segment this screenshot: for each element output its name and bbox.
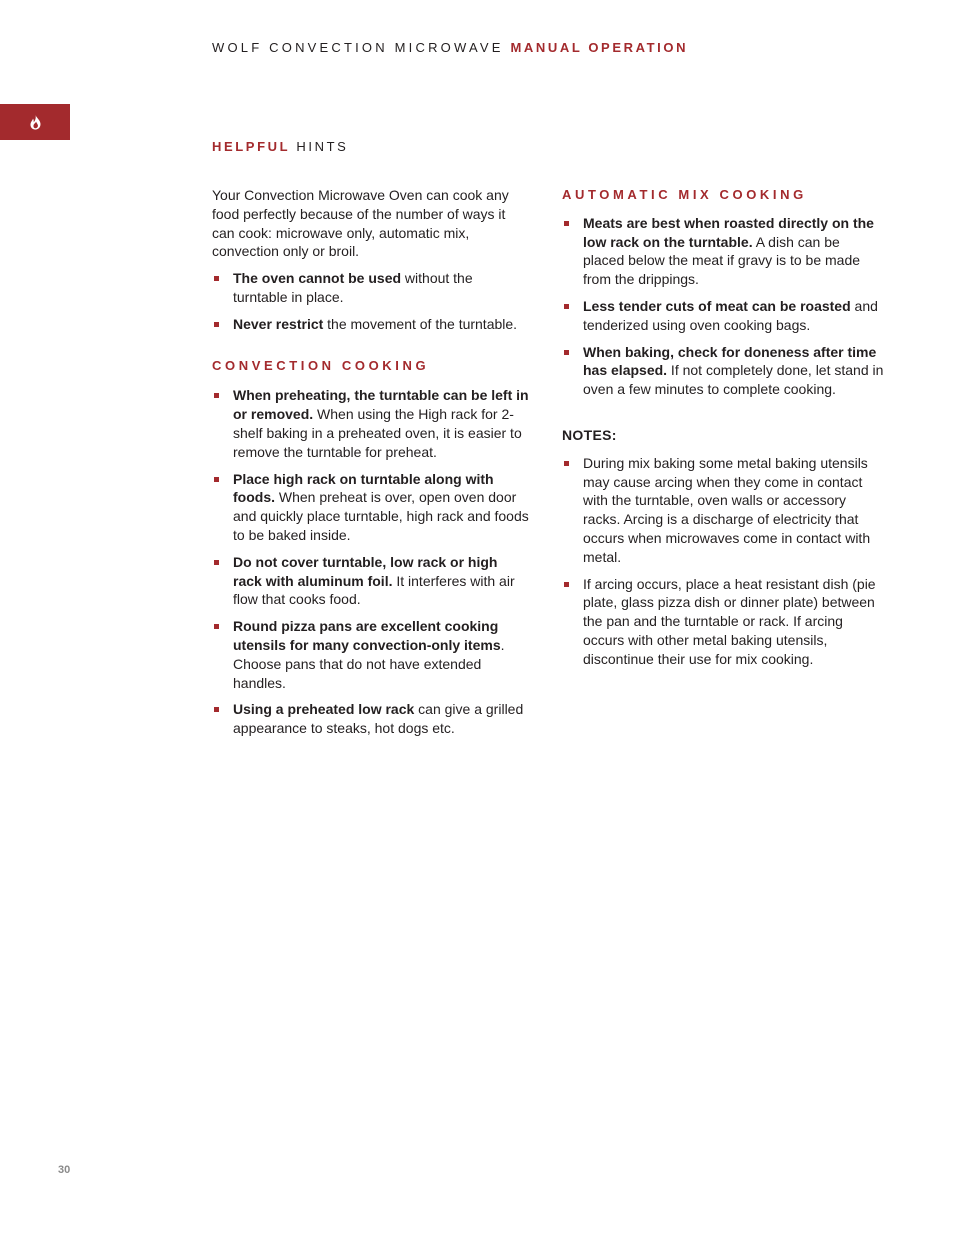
bullet-marker	[564, 350, 569, 355]
list-item-text: If not completely done, let stand in oven a few minutes to complete cooking.	[583, 362, 884, 398]
intro-list	[212, 269, 530, 333]
intro-paragraph: Your Convection Microwave Oven can cook any food perfectly because of the number of ways it can cook: microwave only, automatic mix, convection only or broil.	[212, 187, 509, 260]
page-title-plain: HINTS	[296, 139, 349, 154]
flame-icon	[30, 115, 41, 130]
list-item-text: It interferes with air flow that cooks food.	[233, 572, 515, 608]
list-item	[212, 617, 530, 692]
page-title-accent: HELPFUL	[212, 139, 291, 154]
page-title	[212, 139, 348, 154]
list-item-text: If arcing occurs, place a heat resistant dish (pie plate, glass pizza dish or dinner plate) between the pan and the turntable or rack. If arcing occurs with other metal baking utensils, discontinue their use for mix cooking.	[583, 575, 876, 667]
list-item-bold: When baking, check for doneness after time has elapsed.	[583, 343, 877, 379]
page-number: 30	[58, 1164, 71, 1176]
list-item-text: the movement of the turntable.	[323, 315, 518, 332]
list-item-text: can give a grilled appearance to steaks, hot dogs etc.	[233, 701, 524, 737]
list-item-text: and tenderized using oven cooking bags.	[583, 297, 878, 333]
notes-heading: NOTES:	[562, 426, 617, 443]
list-item-text: . Choose pans that do not have extended handles.	[233, 636, 505, 691]
bullet-marker	[214, 393, 219, 398]
list-item-bold: When preheating, the turntable can be left in or removed.	[233, 387, 529, 423]
automatic-mix-cooking-heading: AUTOMATIC MIX COOKING	[562, 187, 807, 202]
list-item-bold: Never restrict	[233, 315, 324, 332]
list-item-bold: Round pizza pans are excellent cooking utensils for many convection-only items	[233, 618, 501, 653]
automatic-mix-cooking-list	[562, 214, 884, 399]
bullet-marker	[564, 304, 569, 309]
list-item	[562, 343, 884, 399]
list-item	[562, 214, 884, 289]
list-item	[212, 269, 530, 307]
bullet-marker	[564, 221, 569, 226]
list-item-bold: Less tender cuts of meat can be roasted	[583, 297, 851, 314]
header-section: MANUAL OPERATION	[510, 40, 689, 55]
right-column	[562, 186, 884, 677]
list-item-bold: Do not cover turntable, low rack or high rack with aluminum foil.	[233, 553, 498, 589]
bullet-marker	[214, 624, 219, 629]
running-header	[212, 40, 688, 55]
bullet-marker	[214, 477, 219, 482]
left-column	[212, 186, 530, 746]
bullet-marker	[214, 560, 219, 565]
convection-cooking-list	[212, 386, 530, 738]
list-item-bold: Place high rack on turntable along with foods.	[233, 470, 494, 506]
list-item	[212, 553, 530, 609]
list-item-text: A dish can be placed below the meat if gravy is to be made from the drippings.	[583, 233, 861, 288]
section-tab	[0, 104, 70, 140]
bullet-marker	[564, 461, 569, 466]
list-item	[212, 470, 530, 545]
list-item	[562, 575, 884, 669]
bullet-marker	[214, 276, 219, 281]
list-item-bold: Using a preheated low rack	[233, 701, 415, 718]
header-title: WOLF CONVECTION MICROWAVE	[212, 40, 504, 55]
bullet-marker	[214, 707, 219, 712]
list-item	[562, 454, 884, 567]
bullet-marker	[564, 582, 569, 587]
list-item	[212, 700, 530, 738]
convection-cooking-heading: CONVECTION COOKING	[212, 357, 430, 373]
notes-list	[562, 454, 884, 669]
list-item-text: without the turntable in place.	[233, 270, 473, 305]
list-item-text: When using the High rack for 2-shelf baking in a preheated oven, it is easier to remove the turntable for preheat.	[233, 406, 522, 460]
list-item	[212, 315, 530, 334]
list-item-bold: The oven cannot be used	[233, 270, 402, 287]
list-item	[562, 297, 884, 335]
list-item-text: When preheat is over, open oven door and quickly place turntable, high rack and foods to be baked inside.	[233, 489, 529, 543]
list-item	[212, 386, 530, 461]
bullet-marker	[214, 322, 219, 327]
list-item-text: During mix baking some metal baking utensils may cause arcing when they come in contact with the turntable, oven walls or accessory racks. Arcing is a discharge of electricity that occurs when microwaves come in contact with metal.	[583, 454, 871, 565]
list-item-bold: Meats are best when roasted directly on the low rack on the turntable.	[583, 214, 874, 250]
